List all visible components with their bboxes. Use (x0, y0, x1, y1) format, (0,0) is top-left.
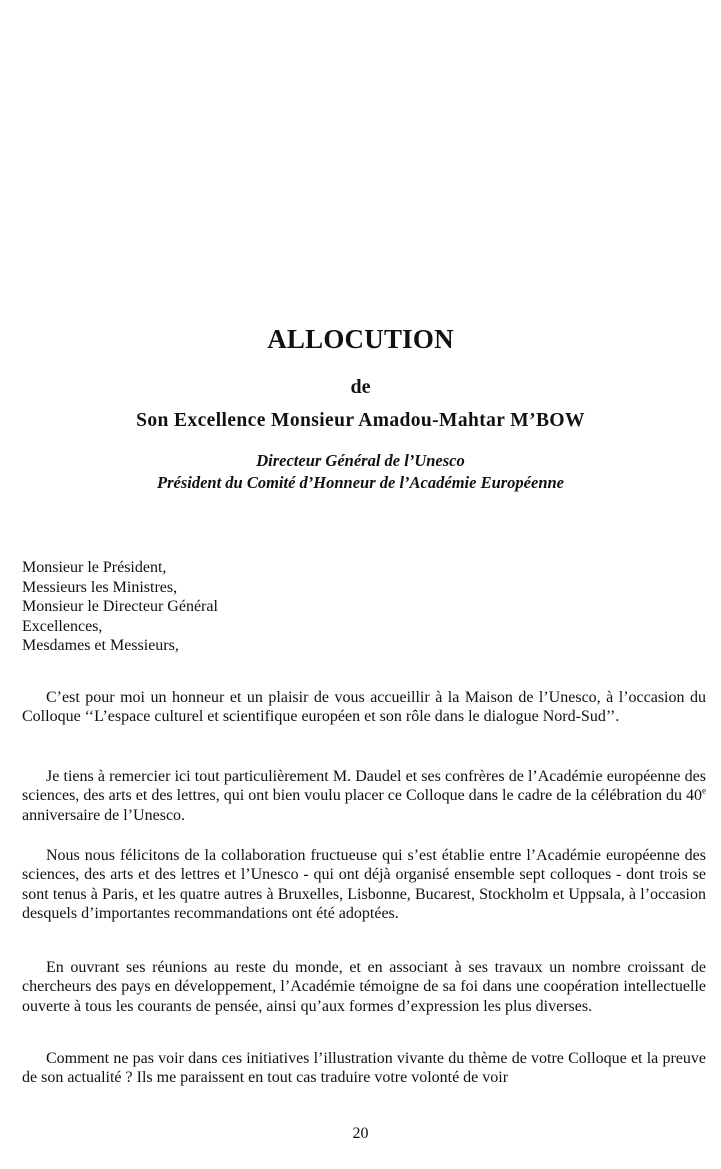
salutation-line: Excellences, (22, 617, 103, 635)
paragraph-text-part: anniversaire de l’Unesco. (22, 806, 186, 824)
paragraph-text-part: Je tiens à remercier ici tout particulièrement M. Daudel et ses confrères de l’Académie européenne des sciences, des arts et des lettres, qui ont bien voulu placer ce Colloque dans le cadre de la célébration du 40 (22, 768, 706, 805)
paragraph-3 (22, 846, 706, 923)
paragraph-text: Nous nous félicitons de la collaboration fructueuse qui s’est établie entre l’Académie européenne des sciences, des arts et des lettres et l’Unesco - qui ont déjà organisé ensemble sept colloques - dont trois se sont tenus à Paris, et les quatre autres à Bruxelles, Lisbonne, Bucarest, Stockholm et Uppsala, à l’occasion desquels d’importantes recommandations ont été adoptées. (22, 847, 706, 922)
speaker-role-1: Directeur Général de l’Unesco (256, 451, 465, 470)
speaker-role-2: Président du Comité d’Honneur de l’Académie Européenne (157, 473, 564, 492)
page-number: 20 (352, 1125, 369, 1142)
paragraph-4 (22, 958, 706, 1016)
paragraph-text: En ouvrant ses réunions au reste du monde, et en associant à ses travaux un nombre croissant de chercheurs des pays en développement, l’Académie témoigne de sa foi dans une coopération intellectuelle ouverte à tous les courants de pensée, ainsi qu’aux formes d’expression les plus diverses. (22, 959, 706, 1015)
paragraph-text (22, 767, 706, 825)
salutation-line: Messieurs les Ministres, (22, 578, 178, 596)
salutation-line: Monsieur le Directeur Général (22, 598, 218, 615)
speaker-name: Son Excellence Monsieur Amadou-Mahtar M’BOW (136, 410, 585, 431)
paragraph-5 (22, 1049, 706, 1088)
salutation-block (22, 558, 218, 656)
paragraph-2 (22, 767, 706, 825)
title-preposition: de (350, 376, 371, 398)
paragraph-1 (22, 688, 706, 727)
paragraph-text: Comment ne pas voir dans ces initiatives l’illustration vivante du thème de votre Colloque et la preuve de son actualité ? Ils me paraissent en tout cas traduire votre volonté de voir (22, 1050, 706, 1087)
page-title: ALLOCUTION (267, 324, 454, 354)
salutation-line: Mesdames et Messieurs, (22, 637, 179, 654)
salutation-line: Monsieur le Président, (22, 559, 167, 576)
ordinal-superscript: e (702, 785, 706, 796)
paragraph-text: C’est pour moi un honneur et un plaisir de vous accueillir à la Maison de l’Unesco, à l’occasion du Colloque ‘‘L’espace culturel et scientifique européen et son rôle dans le dialogue Nord-Sud’’. (22, 689, 706, 726)
